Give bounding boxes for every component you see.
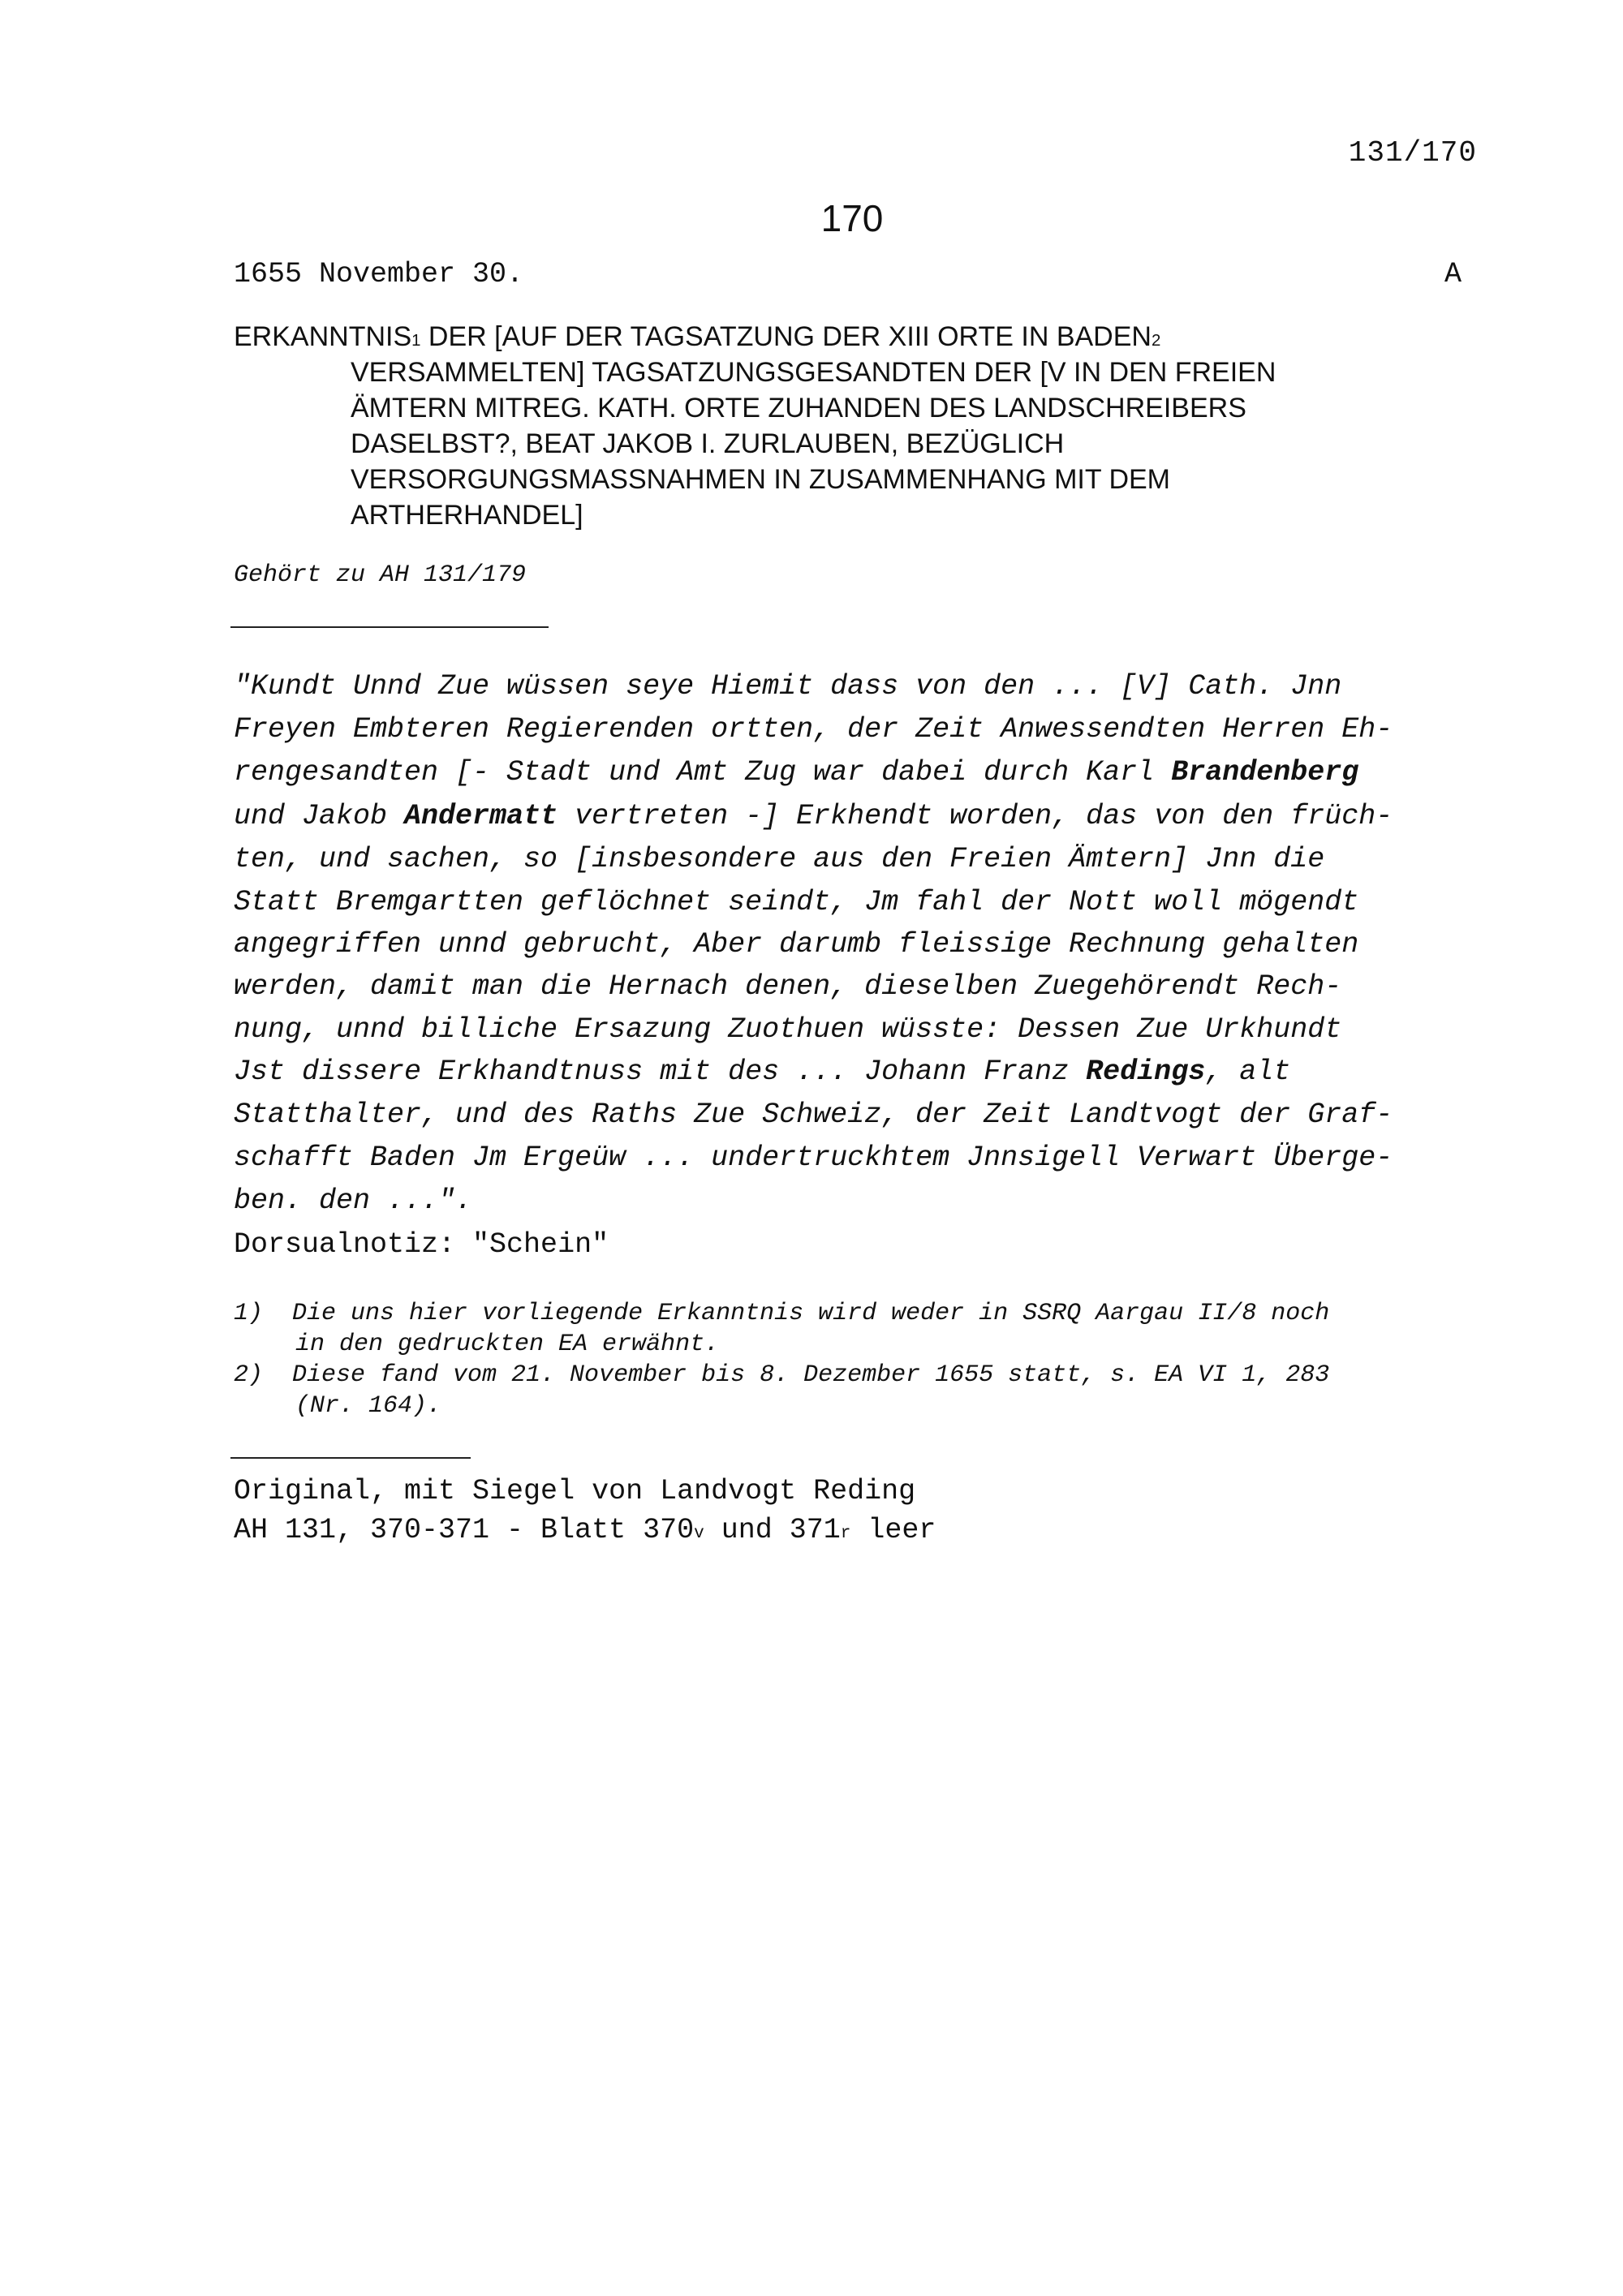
divider-rule <box>230 1457 471 1459</box>
name-highlight: Andermatt <box>404 800 558 832</box>
body-line: Statthalter, und des Raths Zue Schweiz, der Zeit Landtvogt der Graf- <box>234 1099 1393 1131</box>
body-line: werden, damit man die Hernach denen, dieselben Zuegehörendt Rech- <box>234 970 1342 1003</box>
name-highlight: Redings <box>1086 1056 1206 1088</box>
document-number: 170 <box>820 197 884 239</box>
title-line-1 <box>234 321 1160 353</box>
body-text: Jst dissere Erkhandtnuss mit des ... Johann Franz <box>234 1056 1087 1088</box>
body-line: "Kundt Unnd Zue wüssen seye Hiemit dass von den ... [V] Cath. Jnn <box>234 670 1342 703</box>
source-line <box>234 1514 936 1546</box>
body-line: Statt Bremgartten geflöchnet seindt, Jm fahl der Nott woll mögendt <box>234 886 1359 918</box>
footnote-text: (Nr. 164). <box>295 1392 442 1420</box>
body-line: nung, unnd billiche Ersazung Zuothuen wüsste: Dessen Zue Urkhundt <box>234 1013 1342 1046</box>
body-line: ben. den ...". <box>234 1185 473 1217</box>
footnote-number: 2) <box>234 1361 264 1389</box>
related-reference: Gehört zu AH 131/179 <box>234 561 527 589</box>
source-text: AH 131, 370-371 - Blatt 370 <box>234 1514 695 1546</box>
source-line: Original, mit Siegel von Landvogt Reding <box>234 1475 916 1507</box>
body-line: ten, und sachen, so [insbesondere aus den Freien Ämtern] Jnn die <box>234 843 1325 875</box>
body-text: vertreten -] Erkhendt worden, das von den früch- <box>558 800 1393 832</box>
title-text: DER [AUF DER TAGSATZUNG DER XIII ORTE IN BADEN <box>420 321 1152 352</box>
name-highlight: Brandenberg <box>1171 756 1359 789</box>
body-line: angegriffen unnd gebrucht, Aber darumb fleissige Rechnung gehalten <box>234 928 1359 961</box>
title-line-2: VERSAMMELTEN] TAGSATZUNGSGESANDTEN DER [V IN DEN FREIEN <box>351 357 1276 388</box>
body-line <box>234 756 1358 789</box>
title-line-5: VERSORGUNGSMASSNAHMEN IN ZUSAMMENHANG MIT DEM <box>351 464 1171 495</box>
divider-rule <box>230 626 549 628</box>
document-date: 1655 November 30. <box>234 258 524 290</box>
body-text: rengesandten [- Stadt und Amt Zug war dabei durch Karl <box>234 756 1172 789</box>
dorsal-note: Dorsualnotiz: "Schein" <box>234 1228 609 1261</box>
verso-mark: v <box>694 1524 704 1543</box>
source-text: leer <box>850 1514 936 1546</box>
footnote-text: Die uns hier vorliegende Erkanntnis wird weder in SSRQ Aargau II/8 noch <box>292 1300 1330 1327</box>
body-line: Freyen Embteren Regierenden ortten, der Zeit Anwessendten Herren Eh- <box>234 713 1393 746</box>
page-reference: 131/170 <box>1348 136 1477 170</box>
recto-mark: r <box>840 1524 851 1543</box>
body-line: schafft Baden Jm Ergeüw ... undertruckhtem Jnnsigell Verwart Überge- <box>234 1142 1393 1174</box>
footnote-ref-1: 1 <box>411 332 421 350</box>
title-text: ERKANNTNIS <box>234 321 412 352</box>
body-text: , alt <box>1205 1056 1291 1088</box>
body-text: und Jakob <box>234 800 405 832</box>
title-line-3: ÄMTERN MITREG. KATH. ORTE ZUHANDEN DES LANDSCHREIBERS <box>351 393 1246 424</box>
source-text: und 371 <box>704 1514 841 1546</box>
title-line-6: ARTHERHANDEL] <box>351 500 583 531</box>
body-line <box>234 800 1393 832</box>
footnote-number: 1) <box>234 1300 264 1327</box>
document-letter: A <box>1444 258 1462 290</box>
footnote-text: in den gedruckten EA erwähnt. <box>295 1331 720 1358</box>
footnote-text: Diese fand vom 21. November bis 8. Dezember 1655 statt, s. EA VI 1, 283 <box>292 1361 1330 1389</box>
title-line-4: DASELBST?, BEAT JAKOB I. ZURLAUBEN, BEZÜGLICH <box>351 428 1065 459</box>
footnote-ref-2: 2 <box>1151 332 1161 350</box>
body-line <box>234 1056 1290 1088</box>
